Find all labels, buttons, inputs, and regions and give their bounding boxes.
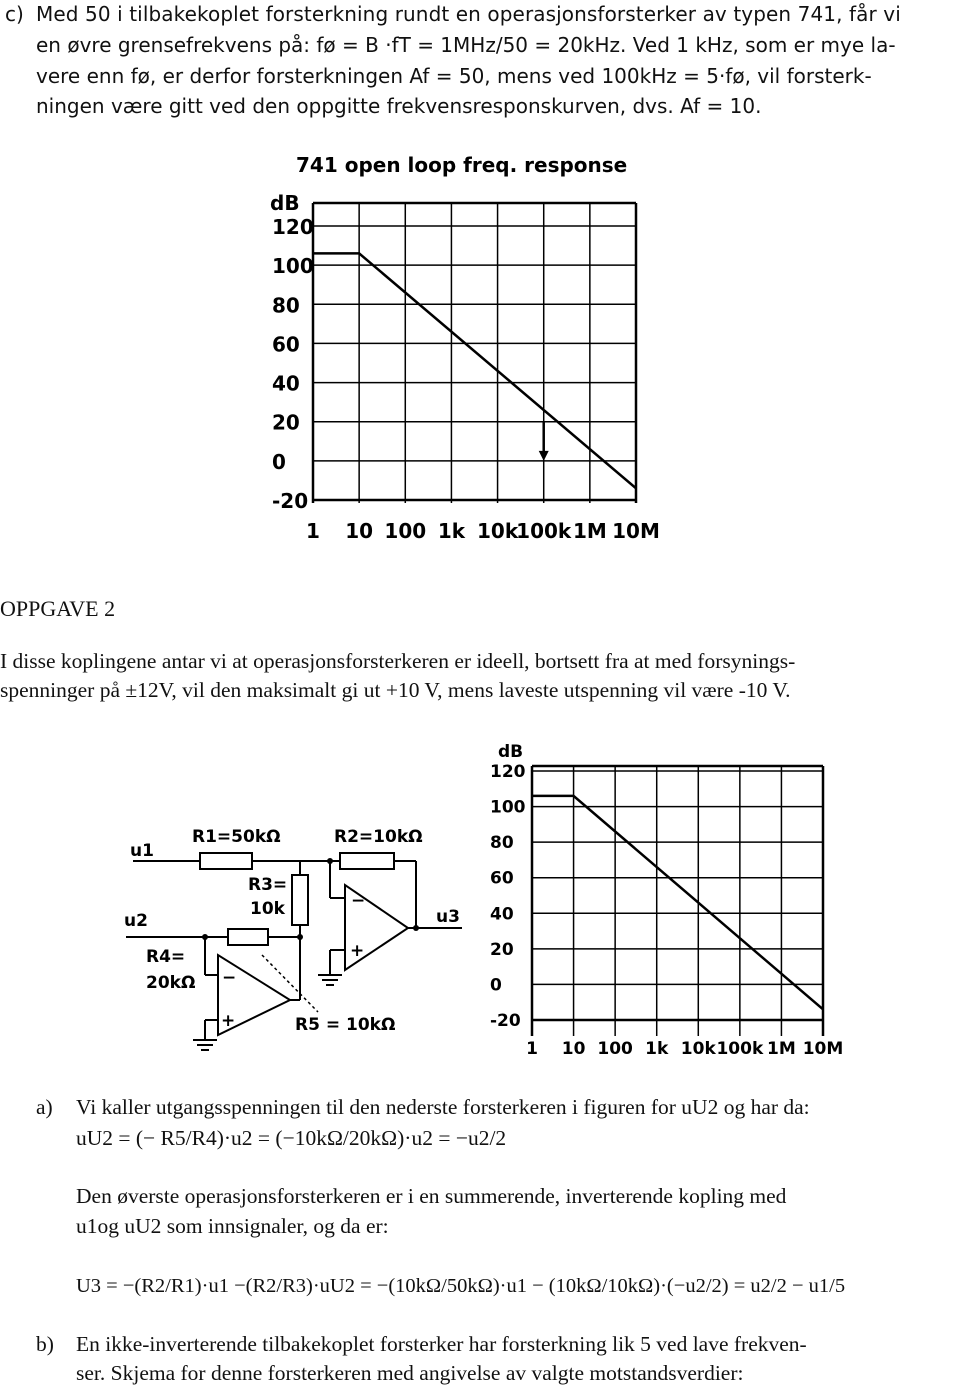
y-tick-label: 0 bbox=[272, 449, 286, 474]
part-b-marker: b) bbox=[36, 1332, 54, 1356]
x-tick-label: 10k bbox=[477, 519, 519, 543]
label-r1: R1=50kΩ bbox=[192, 827, 281, 847]
lower-opamp-plus: + bbox=[221, 1011, 236, 1031]
y-tick-label: -20 bbox=[272, 489, 309, 513]
x-tick-label: 10k bbox=[680, 1039, 716, 1059]
y-tick-label: 120 bbox=[272, 215, 314, 239]
label-r2: R2=10kΩ bbox=[334, 827, 423, 847]
y-tick-label: 100 bbox=[490, 797, 526, 818]
part-a-line-1: Vi kaller utgangsspenningen til den nederste forsterkeren i figuren for uU2 og har da: bbox=[76, 1095, 810, 1119]
x-tick-label: 100 bbox=[384, 519, 427, 543]
part-c-line-2: en øvre grensefrekvens på: fø = B ·fT = 1MHz/50 = 20kHz. Ved 1 kHz, som er mye la- bbox=[36, 33, 896, 57]
x-tick-label: 10M bbox=[612, 519, 660, 543]
oppgave-2-line-1: I disse koplingene antar vi at operasjonsforsterkeren er ideell, bortsett fra at med forsynings- bbox=[0, 649, 796, 673]
x-tick-label: 10 bbox=[561, 1039, 586, 1059]
y-tick-label: 120 bbox=[490, 762, 526, 782]
x-tick-label: 1 bbox=[306, 519, 320, 543]
part-a-line-2: uU2 = (− R5/R4)·u2 = (−10kΩ/20kΩ)·u2 = −u2/2 bbox=[76, 1126, 507, 1150]
y-tick-label: 40 bbox=[272, 371, 300, 396]
part-c-line-3: vere enn fø, er derfor forsterkningen Af = 50, mens ved 100kHz = 5·fø, vil forsterk- bbox=[36, 64, 872, 88]
label-r3-bottom: 10k bbox=[250, 899, 285, 919]
oppgave-2-line-2: spenninger på ±12V, vil den maksimalt gi ut +10 V, mens laveste utspenning vil være -10 V. bbox=[0, 678, 791, 702]
x-tick-label: 1M bbox=[572, 519, 607, 543]
part-c-line-1: Med 50 i tilbakekoplet forsterkning rundt en operasjonsforsterker av typen 741, får vi bbox=[36, 2, 901, 26]
chart2-unit-label: dB bbox=[498, 742, 524, 762]
label-u1: u1 bbox=[130, 841, 154, 861]
oppgave-2-heading: OPPGAVE 2 bbox=[0, 596, 116, 621]
y-tick-label: 60 bbox=[490, 868, 514, 889]
y-tick-label: 100 bbox=[272, 254, 314, 279]
y-tick-label: 80 bbox=[490, 833, 514, 854]
part-a-line-5: U3 = −(R2/R1)·u1 −(R2/R3)·uU2 = −(10kΩ/50kΩ)·u1 − (10kΩ/10kΩ)·(−u2/2) = u2/2 − u1/5 bbox=[76, 1275, 846, 1297]
x-tick-label: 100 bbox=[597, 1039, 633, 1059]
y-tick-label: 20 bbox=[490, 939, 514, 960]
label-u3: u3 bbox=[436, 907, 460, 927]
part-a-marker: a) bbox=[36, 1095, 53, 1119]
part-c-line-4: ningen være gitt ved den oppgitte frekvensresponskurven, dvs. Af = 10. bbox=[36, 94, 762, 118]
x-tick-label: 1k bbox=[437, 519, 466, 543]
y-tick-label: 40 bbox=[490, 904, 514, 925]
x-tick-label: 100k bbox=[516, 519, 572, 543]
label-r4-top: R4= bbox=[146, 947, 186, 967]
part-a-line-4: u1og uU2 som innsignaler, og da er: bbox=[76, 1214, 389, 1238]
chart1-unit-label: dB bbox=[270, 191, 300, 215]
part-c-marker: c) bbox=[5, 2, 24, 26]
label-r4-bottom: 20kΩ bbox=[146, 973, 196, 993]
y-tick-label: 80 bbox=[272, 293, 300, 318]
x-tick-label: 1k bbox=[645, 1039, 669, 1059]
x-tick-label: 10M bbox=[802, 1039, 844, 1059]
part-b-line-2: ser. Skjema for denne forsterkeren med angivelse av valgte motstandsverdier: bbox=[76, 1361, 744, 1385]
label-r3-top: R3= bbox=[248, 875, 288, 895]
part-b-line-1: En ikke-inverterende tilbakekoplet forsterker har forsterkning lik 5 ved lave frekven- bbox=[76, 1332, 807, 1356]
label-u2: u2 bbox=[124, 911, 148, 931]
label-r5: R5 = 10kΩ bbox=[295, 1015, 396, 1035]
part-a-line-3: Den øverste operasjonsforsterkeren er i en summerende, inverterende kopling med bbox=[76, 1184, 787, 1208]
y-tick-label: -20 bbox=[490, 1011, 521, 1031]
lower-opamp-minus: − bbox=[222, 968, 237, 988]
y-tick-label: 60 bbox=[272, 332, 300, 357]
y-tick-label: 0 bbox=[490, 975, 502, 996]
x-tick-label: 1M bbox=[767, 1039, 796, 1059]
x-tick-label: 1 bbox=[526, 1039, 538, 1059]
y-tick-label: 20 bbox=[272, 410, 300, 435]
upper-opamp-plus: + bbox=[350, 941, 365, 961]
x-tick-label: 100k bbox=[716, 1039, 764, 1059]
chart1-title: 741 open loop freq. response bbox=[296, 153, 628, 177]
gain-curve bbox=[532, 796, 823, 1009]
upper-opamp-minus: − bbox=[351, 891, 366, 911]
x-tick-label: 10 bbox=[345, 519, 374, 543]
